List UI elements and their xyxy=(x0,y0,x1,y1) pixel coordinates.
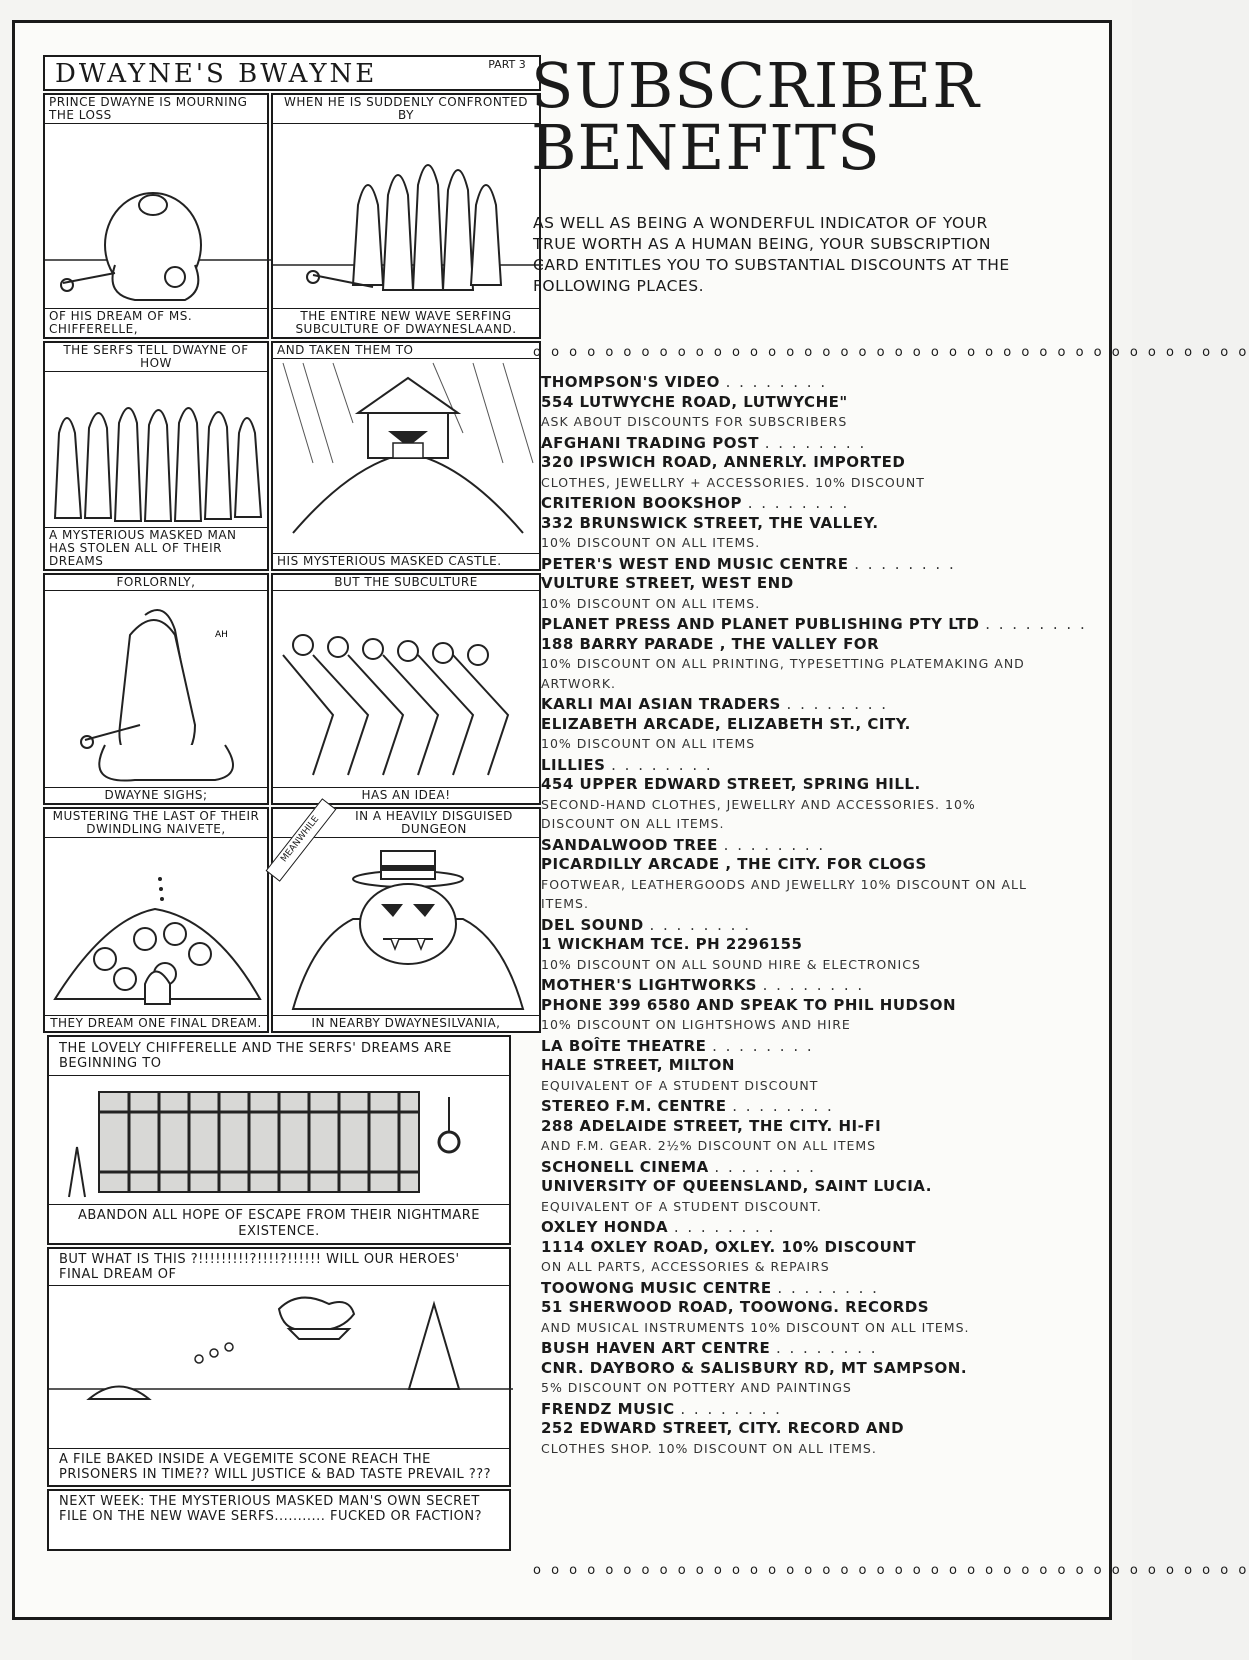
business-name: PETER'S WEST END MUSIC CENTRE . . . . . . . . xyxy=(541,554,956,573)
panel-caption: IN NEARBY DWAYNESILVANIA, xyxy=(273,1015,539,1031)
comic-title-bar xyxy=(43,55,541,91)
discount-entry xyxy=(541,836,1031,914)
business-name: LILLIES . . . . . . . . xyxy=(541,755,713,774)
subscriber-benefits xyxy=(527,49,1249,1615)
dot-leader: . . . . . . . . xyxy=(712,1036,814,1055)
business-name: CRITERION BOOKSHOP . . . . . . . . xyxy=(541,494,850,512)
panel-drawing xyxy=(45,809,271,1035)
business-address: 188 BARRY PARADE , THE VALLEY FOR xyxy=(541,634,880,653)
discount-note: CLOTHES SHOP. 10% DISCOUNT ON ALL ITEMS. xyxy=(541,1440,877,1456)
business-address: 1 WICKHAM TCE. PH 2296155 xyxy=(541,935,803,953)
panel-drawing xyxy=(273,575,543,807)
comic-panel-7 xyxy=(43,807,269,1033)
panel-caption: ABANDON ALL HOPE OF ESCAPE FROM THEIR NIGHTMARE EXISTENCE. xyxy=(49,1204,509,1243)
business-name: LA BOÎTE THEATRE . . . . . . . . xyxy=(541,1036,814,1055)
discount-note: AND MUSICAL INSTRUMENTS 10% DISCOUNT ON ALL ITEMS. xyxy=(541,1319,970,1335)
sfx-text: AH xyxy=(215,630,228,640)
panel-caption: BUT THE SUBCULTURE xyxy=(273,575,539,591)
discount-entry xyxy=(541,1218,1031,1277)
next-week-text: NEXT WEEK: THE MYSTERIOUS MASKED MAN'S OWN SECRET FILE ON THE NEW WAVE SERFS........... FUCKED OR FACTION? xyxy=(49,1491,509,1527)
business-name: KARLI MAI ASIAN TRADERS . . . . . . . . xyxy=(541,695,889,713)
business-name: DEL SOUND . . . . . . . . xyxy=(541,915,751,934)
discount-note: 5% DISCOUNT ON POTTERY AND PAINTINGS xyxy=(541,1380,852,1395)
discount-note: ON ALL PARTS, ACCESSORIES & REPAIRS xyxy=(541,1259,830,1274)
panel-caption: FORLORNLY, xyxy=(45,575,267,591)
business-address: VULTURE STREET, WEST END xyxy=(541,574,794,592)
business-address: 454 UPPER EDWARD STREET, SPRING HILL. xyxy=(541,775,921,793)
dot-leader: . . . . . . . . xyxy=(762,976,865,994)
dot-leader: . . . . . . . . xyxy=(649,915,751,934)
panel-caption: THE SERFS TELL DWAYNE OF HOW xyxy=(45,343,267,372)
dot-leader: . . . . . . . . xyxy=(723,835,826,854)
comic-title: DWAYNE'S BWAYNE xyxy=(55,59,378,89)
business-address: HALE STREET, MILTON xyxy=(541,1056,735,1074)
discount-entry xyxy=(541,434,1031,493)
business-name: FRENDZ MUSIC . . . . . . . . xyxy=(541,1399,782,1418)
panel-caption: BUT WHAT IS THIS ?!!!!!!!!!?!!!!?!!!!!! WILL OUR HEROES' FINAL DREAM OF xyxy=(49,1249,509,1286)
discount-note: 10% DISCOUNT ON ALL SOUND HIRE & ELECTRONICS xyxy=(541,956,921,972)
panel-drawing xyxy=(45,95,271,341)
panel-drawing xyxy=(273,343,543,573)
discount-entry xyxy=(541,1339,1031,1398)
panel-caption: A MYSTERIOUS MASKED MAN HAS STOLEN ALL OF THEIR DREAMS xyxy=(45,527,267,569)
dot-leader: . . . . . . . . xyxy=(611,755,713,774)
dot-leader: . . . . . . . . xyxy=(732,1097,834,1115)
discount-entry xyxy=(541,555,1031,614)
panel-caption: MUSTERING THE LAST OF THEIR DWINDLING NAIVETE, xyxy=(45,809,267,838)
discount-note: CLOTHES, JEWELLRY + ACCESSORIES. 10% DISCOUNT xyxy=(541,474,925,490)
dot-leader: . . . . . . . . xyxy=(747,494,850,512)
panel-caption: OF HIS DREAM OF MS. CHIFFERELLE, xyxy=(45,308,267,337)
meanwhile-tag: MEANWHILE xyxy=(266,798,337,882)
discount-note: 10% DISCOUNT ON ALL ITEMS. xyxy=(541,535,761,550)
title-line-2: BENEFITS xyxy=(531,111,881,184)
discount-entry xyxy=(541,695,1031,754)
business-name: TOOWONG MUSIC CENTRE . . . . . . . . xyxy=(541,1278,879,1297)
discount-entry xyxy=(541,1158,1031,1217)
comic-panel-2 xyxy=(271,93,541,339)
business-address: 51 SHERWOOD ROAD, TOOWONG. RECORDS xyxy=(541,1298,930,1316)
dot-divider-top: o o o o o o o o o o o o o o o o o o o o o o o o o o o o o o o o o o o o o o o o xyxy=(533,345,1249,360)
business-address: PHONE 399 6580 AND SPEAK TO PHIL HUDSON xyxy=(541,995,957,1014)
discount-entry xyxy=(541,1097,1031,1156)
discount-note: EQUIVALENT OF A STUDENT DISCOUNT. xyxy=(541,1198,822,1214)
page-border xyxy=(12,20,1249,1620)
discount-entry xyxy=(541,916,1031,975)
business-name: MOTHER'S LIGHTWORKS . . . . . . . . xyxy=(541,976,865,994)
panel-drawing xyxy=(273,95,543,341)
discount-note: 10% DISCOUNT ON ALL ITEMS xyxy=(541,736,756,751)
discount-entry xyxy=(541,1279,1031,1338)
business-name: STEREO F.M. CENTRE . . . . . . . . xyxy=(541,1097,834,1115)
business-name: AFGHANI TRADING POST . . . . . . . . xyxy=(541,433,867,452)
business-address: PICARDILLY ARCADE , THE CITY. FOR CLOGS xyxy=(541,855,927,873)
panel-caption: A FILE BAKED INSIDE A VEGEMITE SCONE REACH THE PRISONERS IN TIME?? WILL JUSTICE & BAD TASTE PREVAIL ??? xyxy=(49,1448,509,1485)
panel-caption: THE ENTIRE NEW WAVE SERFING SUBCULTURE OF DWAYNESLAAND. xyxy=(273,308,539,337)
business-name: OXLEY HONDA . . . . . . . . xyxy=(541,1218,776,1236)
comic-panel-10 xyxy=(47,1247,511,1487)
panel-caption: HAS AN IDEA! xyxy=(273,787,539,803)
dot-leader: . . . . . . . . xyxy=(775,1339,878,1357)
benefits-title xyxy=(531,49,1011,184)
comic-panel-8 xyxy=(271,807,541,1033)
business-address: CNR. DAYBORO & SALISBURY RD, MT SAMPSON. xyxy=(541,1358,968,1377)
comic-part-label: PART 3 xyxy=(488,58,526,71)
discount-note: ASK ABOUT DISCOUNTS FOR SUBSCRIBERS xyxy=(541,414,848,429)
dot-leader: . . . . . . . . xyxy=(985,615,1087,633)
discount-note: 10% DISCOUNT ON ALL ITEMS. xyxy=(541,595,761,611)
business-name: THOMPSON'S VIDEO . . . . . . . . xyxy=(541,373,828,391)
business-name: PLANET PRESS AND PLANET PUBLISHING PTY LTD . . . . . . . . xyxy=(541,615,1087,633)
business-address: ELIZABETH ARCADE, ELIZABETH ST., CITY. xyxy=(541,714,911,733)
business-address: 320 IPSWICH ROAD, ANNERLY. IMPORTED xyxy=(541,453,906,471)
business-name: BUSH HAVEN ART CENTRE . . . . . . . . xyxy=(541,1339,878,1357)
discount-entry xyxy=(541,756,1031,834)
panel-caption: AND TAKEN THEM TO xyxy=(273,343,539,359)
discount-note: 10% DISCOUNT ON LIGHTSHOWS AND HIRE xyxy=(541,1017,851,1032)
discount-entry xyxy=(541,976,1031,1035)
discount-note: EQUIVALENT OF A STUDENT DISCOUNT xyxy=(541,1077,819,1093)
business-address: UNIVERSITY OF QUEENSLAND, SAINT LUCIA. xyxy=(541,1177,932,1195)
business-address: 252 EDWARD STREET, CITY. RECORD AND xyxy=(541,1419,905,1437)
business-address: 1114 OXLEY ROAD, OXLEY. 10% DISCOUNT xyxy=(541,1237,917,1256)
panel-caption: PRINCE DWAYNE IS MOURNING THE LOSS xyxy=(45,95,267,124)
panel-caption: IN A HEAVILY DISGUISED DUNGEON xyxy=(273,809,539,838)
next-week-box xyxy=(47,1489,511,1551)
dot-divider-bottom: o o o o o o o o o o o o o o o o o o o o o o o o o o o o o o o o o o o o o o o o xyxy=(533,1563,1249,1578)
business-address: 288 ADELAIDE STREET, THE CITY. HI-FI xyxy=(541,1116,882,1135)
comic-panel-6 xyxy=(271,573,541,805)
business-address: 554 LUTWYCHE ROAD, LUTWYCHE" xyxy=(541,392,848,411)
dot-leader: . . . . . . . . xyxy=(786,695,889,713)
discount-entry xyxy=(541,1037,1031,1096)
panel-caption: THE LOVELY CHIFFERELLE AND THE SERFS' DREAMS ARE BEGINNING TO xyxy=(49,1037,509,1076)
benefits-intro: AS WELL AS BEING A WONDERFUL INDICATOR OF YOUR TRUE WORTH AS A HUMAN BEING, YOUR SUBSCRIPTION CARD ENTITLES YOU TO SUBSTANTIAL DISCOUNTS AT THE FOLLOWING PLACES. xyxy=(533,214,1010,295)
discount-note: AND F.M. GEAR. 2½% DISCOUNT ON ALL ITEMS xyxy=(541,1138,877,1153)
comic-panel-3 xyxy=(43,341,269,571)
dot-leader: . . . . . . . . xyxy=(725,373,828,391)
dot-leader: . . . . . . . . xyxy=(764,433,867,452)
panel-caption: WHEN HE IS SUDDENLY CONFRONTED BY xyxy=(273,95,539,124)
business-name: SANDALWOOD TREE . . . . . . . . xyxy=(541,835,826,854)
dot-leader: . . . . . . . . xyxy=(714,1157,816,1176)
panel-caption: DWAYNE SIGHS; xyxy=(45,787,267,803)
panel-drawing xyxy=(45,575,271,807)
business-name: SCHONELL CINEMA . . . . . . . . xyxy=(541,1157,816,1176)
panel-drawing xyxy=(273,809,543,1035)
discount-entry xyxy=(541,1400,1031,1459)
panel-caption: HIS MYSTERIOUS MASKED CASTLE. xyxy=(273,553,539,569)
discount-entry xyxy=(541,373,1031,432)
panel-caption: THEY DREAM ONE FINAL DREAM. xyxy=(45,1015,267,1031)
comic-strip xyxy=(43,55,541,1587)
comic-panel-1 xyxy=(43,93,269,339)
dot-leader: . . . . . . . . xyxy=(680,1399,782,1418)
dot-leader: . . . . . . . . xyxy=(777,1278,879,1297)
discount-entry xyxy=(541,615,1087,693)
discount-note: 10% DISCOUNT ON ALL PRINTING, TYPESETTING PLATEMAKING AND ARTWORK. xyxy=(541,656,1025,691)
discount-note: SECOND-HAND CLOTHES, JEWELLRY AND ACCESSORIES. 10% DISCOUNT ON ALL ITEMS. xyxy=(541,796,976,831)
discount-entry xyxy=(541,494,1031,553)
comic-panel-5 xyxy=(43,573,269,805)
comic-panel-4 xyxy=(271,341,541,571)
comic-panel-9 xyxy=(47,1035,511,1245)
discount-listing xyxy=(541,373,1087,1460)
dot-leader: . . . . . . . . xyxy=(673,1218,776,1236)
dot-leader: . . . . . . . . xyxy=(854,554,956,573)
discount-note: FOOTWEAR, LEATHERGOODS AND JEWELLRY 10% DISCOUNT ON ALL ITEMS. xyxy=(541,876,1027,911)
title-line-1: SUBSCRIBER xyxy=(531,49,980,122)
business-address: 332 BRUNSWICK STREET, THE VALLEY. xyxy=(541,513,879,532)
